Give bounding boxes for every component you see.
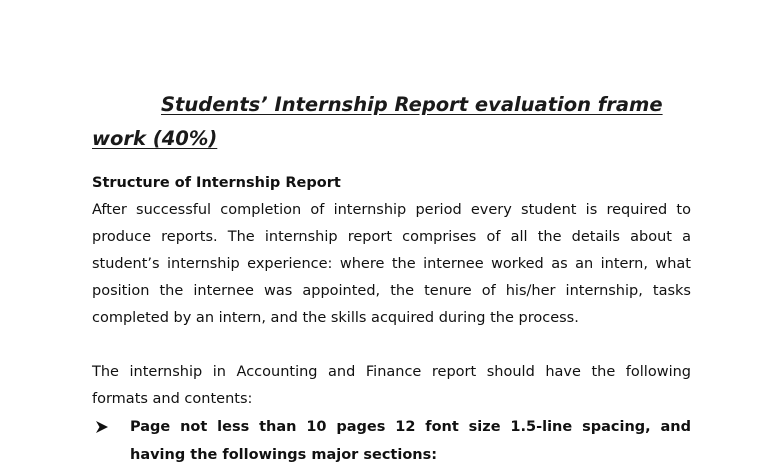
bullet-item (92, 413, 691, 469)
section-heading: Structure of Internship Report (92, 175, 341, 191)
paragraph-intro: After successful completion of internship period every student is required to produce reports. The internship report comprises of all the details about a student’s internship experience: where the internee worked as an intern, what position the internee was appointed, the tenure of his/her internship, tasks completed by an intern, and the skills acquired during the process. (92, 202, 691, 326)
title-line-2: work (40%) (92, 127, 218, 150)
document-body (92, 88, 691, 469)
bullet-text: Page not less than 10 pages 12 font size 1.5-line spacing, and having the followings major sections: (130, 419, 691, 463)
arrowhead-bullet-icon (96, 421, 108, 433)
document-title (92, 88, 691, 156)
paragraph-formats: The internship in Accounting and Finance report should have the following formats and contents: (92, 364, 691, 407)
title-line-1: Students’ Internship Report evaluation frame (161, 93, 663, 116)
bullet-list (92, 413, 691, 469)
